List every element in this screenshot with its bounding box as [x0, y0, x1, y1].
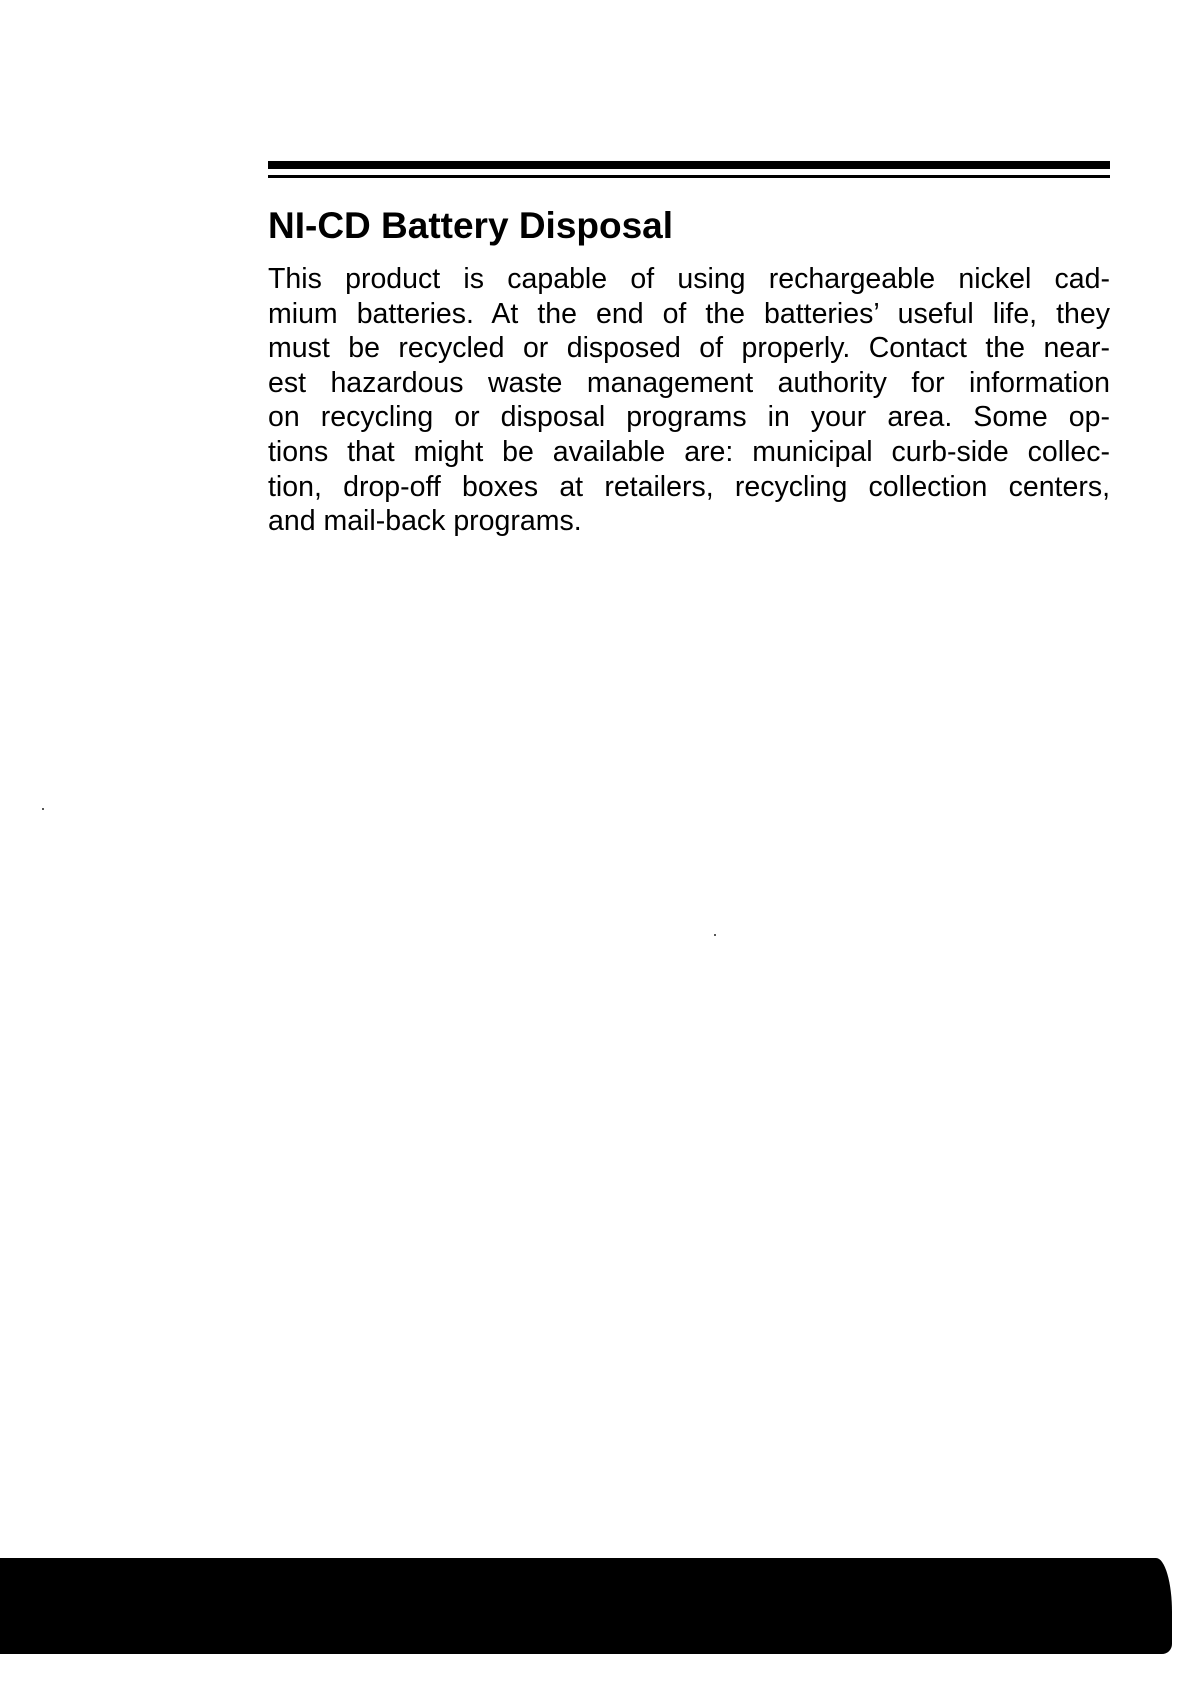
body-line: must be recycled or disposed of properly. Contact the near- — [268, 332, 1110, 365]
scan-speck — [42, 808, 44, 810]
body-line: mium batteries. At the end of the batteries’ useful life, they — [268, 297, 1110, 330]
body-line: tion, drop-off boxes at retailers, recycling collection centers, — [268, 470, 1110, 503]
section-body — [268, 262, 1110, 539]
body-line: This product is capable of using rechargeable nickel cad- — [268, 263, 1110, 295]
bottom-scan-border — [0, 1558, 1172, 1654]
body-line: and mail-back programs. — [268, 505, 582, 538]
body-line: tions that might be available are: municipal curb-side collec- — [268, 435, 1110, 468]
scan-speck — [714, 934, 716, 936]
header-rule-thin — [268, 175, 1110, 178]
section-title: NI-CD Battery Disposal — [268, 205, 674, 246]
header-rule-thick — [268, 161, 1110, 169]
body-line: est hazardous waste management authority for information — [268, 366, 1110, 399]
body-line: on recycling or disposal programs in your area. Some op- — [268, 401, 1110, 434]
